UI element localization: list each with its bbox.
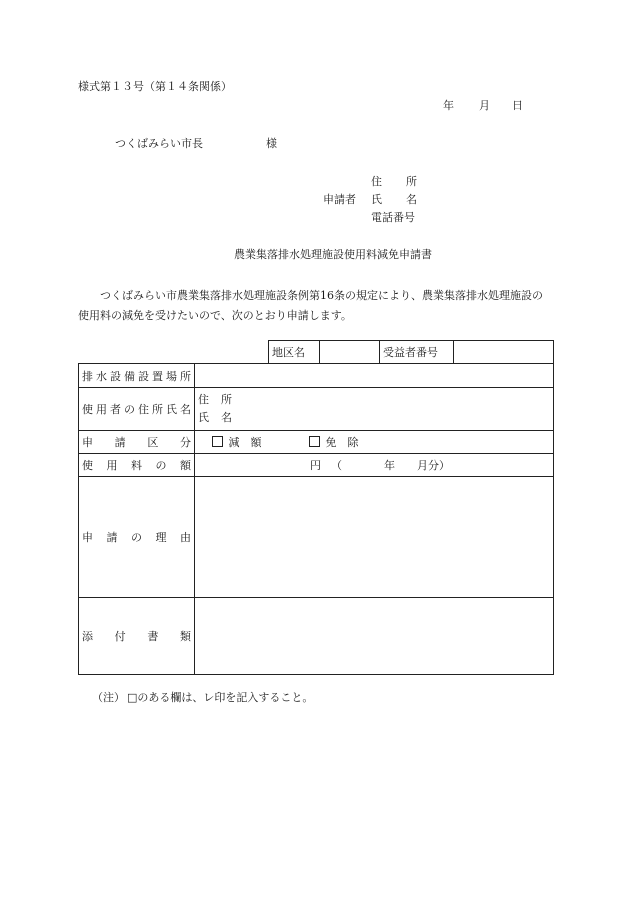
attach-label — [82, 628, 191, 644]
place-char: 場 — [166, 369, 177, 383]
kubun-label-cell — [79, 431, 195, 454]
attach-char: 書 — [147, 630, 159, 643]
applicant-address-label-2: 所 — [406, 175, 417, 188]
applicant-role-label: 申請者 — [323, 193, 356, 206]
reason-label — [82, 529, 191, 545]
reason-char: 申 — [82, 531, 93, 544]
applicant-name-label-1: 氏 — [371, 193, 382, 206]
user-address-label-1: 住 — [198, 393, 209, 406]
applicant-address-label-1: 住 — [371, 175, 382, 188]
place-char: 排 — [82, 369, 93, 383]
reason-char: の — [131, 531, 142, 544]
reason-char: 由 — [180, 531, 191, 544]
place-char: 所 — [180, 369, 191, 383]
user-char: 住 — [138, 403, 149, 416]
attach-char: 類 — [179, 630, 191, 643]
attach-value-cell[interactable] — [195, 598, 554, 675]
fee-month-label: 月分） — [417, 459, 450, 472]
fee-label — [82, 457, 191, 473]
application-form-table — [78, 340, 554, 675]
beneficiary-label-cell — [380, 341, 454, 364]
fee-char: 使 — [82, 459, 93, 472]
exempt-checkbox[interactable] — [309, 436, 320, 447]
user-char: 所 — [152, 403, 163, 416]
note-prefix: （注） — [92, 691, 125, 704]
addressee-name: つくばみらい市長 — [115, 137, 203, 150]
place-label — [82, 368, 191, 384]
kubun-label — [82, 434, 191, 450]
fee-value-cell[interactable] — [195, 454, 554, 477]
beneficiary-label: 受益者番号 — [383, 346, 438, 359]
place-char: 設 — [138, 369, 149, 383]
fee-char: 用 — [106, 459, 118, 472]
date-month-label: 月 — [479, 99, 490, 112]
attach-char: 添 — [82, 630, 93, 643]
user-char: 氏 — [166, 403, 177, 416]
fee-yen-label: 円 — [310, 459, 321, 472]
applicant-name-label-2: 名 — [406, 193, 417, 206]
option-reduce-label: 減 額 — [228, 436, 262, 449]
user-char: 用 — [96, 403, 107, 416]
place-value-cell[interactable] — [195, 364, 554, 388]
reason-char: 請 — [106, 531, 118, 544]
option-exempt-label: 免 除 — [325, 436, 359, 449]
user-value-cell[interactable] — [195, 388, 554, 431]
user-char: 名 — [180, 403, 191, 416]
attach-label-cell — [79, 598, 195, 675]
user-address-row — [198, 391, 550, 409]
reduce-checkbox[interactable] — [212, 436, 223, 447]
district-label: 地区名 — [272, 346, 305, 359]
reason-label-cell — [79, 477, 195, 598]
applicant-phone-label: 電話番号 — [371, 211, 415, 224]
reason-value-cell[interactable] — [195, 477, 554, 598]
document-title: 農業集落排水処理施設使用料減免申請書 — [234, 248, 432, 261]
place-char: 備 — [124, 369, 135, 383]
user-label-cell — [79, 388, 195, 431]
fee-label-cell — [79, 454, 195, 477]
kubun-char: 請 — [114, 436, 126, 449]
body-text: つくばみらい市農業集落排水処理施設条例第16条の規定により、農業集落排水処理施設の使用料の減免を受けたいので、次のとおり申請します。 — [78, 289, 543, 322]
place-char: 水 — [96, 369, 107, 383]
place-char: 設 — [110, 369, 121, 383]
district-value-cell[interactable] — [320, 341, 380, 364]
body-paragraph — [78, 286, 552, 326]
beneficiary-value-cell[interactable] — [454, 341, 554, 364]
fee-paren-open: （ — [331, 459, 342, 472]
fee-char: の — [155, 459, 167, 472]
user-label — [82, 401, 191, 417]
district-label-cell — [269, 341, 320, 364]
attach-char: 付 — [114, 630, 126, 643]
kubun-value-cell — [195, 431, 554, 454]
user-char: の — [124, 403, 135, 416]
user-name-row — [198, 409, 550, 427]
note-text: □のある欄は、レ印を記入すること。 — [127, 691, 314, 704]
user-char: 者 — [110, 403, 121, 416]
blank-cell — [79, 341, 269, 364]
form-number: 様式第１３号（第１４条関係） — [78, 80, 232, 93]
kubun-char: 分 — [179, 436, 191, 449]
date-year-label: 年 — [443, 99, 454, 112]
user-name-label-2: 名 — [221, 411, 232, 424]
addressee-honorific: 様 — [266, 137, 277, 150]
user-name-label-1: 氏 — [198, 411, 209, 424]
kubun-char: 区 — [147, 436, 159, 449]
place-char: 置 — [152, 369, 163, 383]
user-char: 使 — [82, 403, 93, 416]
fee-char: 額 — [180, 459, 191, 472]
reason-char: 理 — [155, 531, 167, 544]
place-label-cell — [79, 364, 195, 388]
user-address-label-2: 所 — [221, 393, 232, 406]
fee-char: 料 — [131, 459, 142, 472]
date-day-label: 日 — [512, 99, 523, 112]
fee-year-label: 年 — [384, 459, 395, 472]
kubun-char: 申 — [82, 436, 93, 449]
